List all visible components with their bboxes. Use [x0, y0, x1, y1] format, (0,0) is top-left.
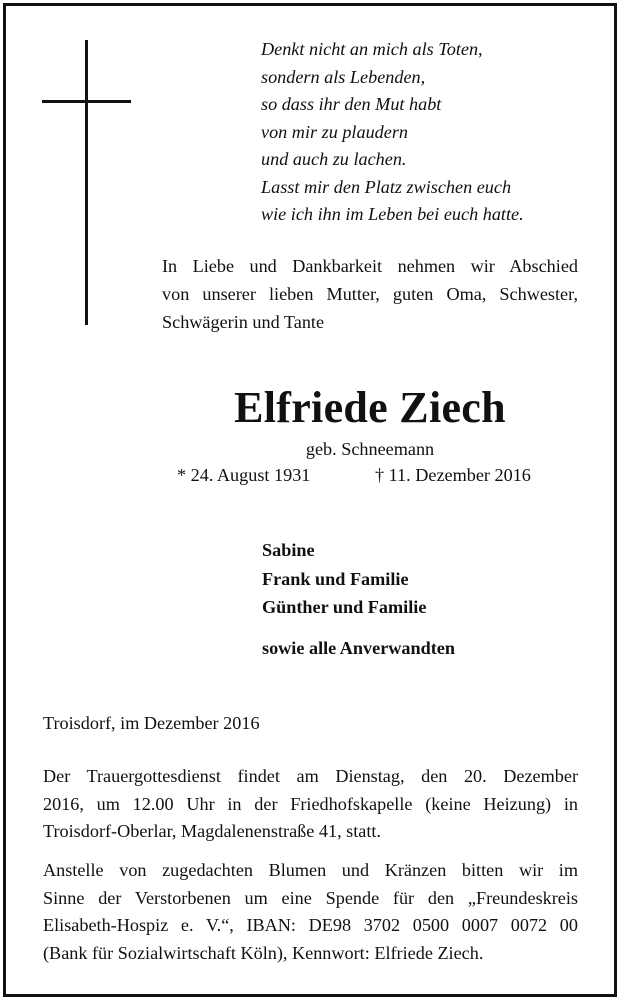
donation-line: Anstelle von zugedachten Blumen und Kränzen bitten wir im [43, 860, 578, 880]
poem-line: und auch zu lachen. [261, 149, 407, 169]
cross-vertical-bar [85, 40, 88, 325]
place-and-date: Troisdorf, im Dezember 2016 [43, 713, 260, 733]
deceased-name: Elfriede Ziech [234, 383, 506, 432]
death-date: † 11. Dezember 2016 [375, 465, 531, 485]
farewell-text [162, 253, 578, 336]
poem-line: Lasst mir den Platz zwischen euch [261, 176, 512, 197]
mourners-list [262, 536, 426, 622]
service-line: Der Trauergottesdienst findet am Dienstag, den 20. Dezember [43, 766, 578, 786]
farewell-line: Schwägerin und Tante [162, 311, 325, 332]
mourner-name: Günther und Familie [262, 597, 427, 617]
donation-line: Elisabeth-Hospiz e. V.“, IBAN: DE98 3702 0500 0007 0072 00 [43, 915, 578, 936]
mourner-name: Sabine [262, 540, 315, 560]
poem-line: sondern als Lebenden, [261, 66, 426, 87]
cross-horizontal-bar [42, 100, 131, 103]
farewell-line: In Liebe und Dankbarkeit nehmen wir Abschied [162, 256, 578, 276]
poem-line: von mir zu plaudern [261, 121, 409, 142]
poem-line: Denkt nicht an mich als Toten, [261, 39, 483, 59]
farewell-line: von unserer lieben Mutter, guten Oma, Schwester, [162, 283, 578, 304]
service-line: Troisdorf-Oberlar, Magdalenenstraße 41, statt. [43, 821, 382, 842]
donation-line: Sinne der Verstorbenen um eine Spende für den „Freundeskreis [43, 887, 578, 908]
donation-line: (Bank für Sozialwirtschaft Köln), Kennwort: Elfriede Ziech. [43, 942, 484, 963]
funeral-service-info [43, 763, 578, 846]
life-dates [177, 462, 531, 488]
donation-request [43, 857, 578, 967]
birth-date: * 24. August 1931 [177, 465, 311, 485]
poem [261, 36, 524, 229]
mourner-name: Frank und Familie [262, 568, 409, 589]
relatives-line: sowie alle Anverwandten [262, 638, 455, 658]
poem-line: so dass ihr den Mut habt [261, 94, 442, 114]
maiden-name: geb. Schneemann [305, 439, 435, 459]
poem-line: wie ich ihn im Leben bei euch hatte. [261, 204, 524, 224]
service-line: 2016, um 12.00 Uhr in der Friedhofskapelle (keine Heizung) in [43, 793, 578, 814]
